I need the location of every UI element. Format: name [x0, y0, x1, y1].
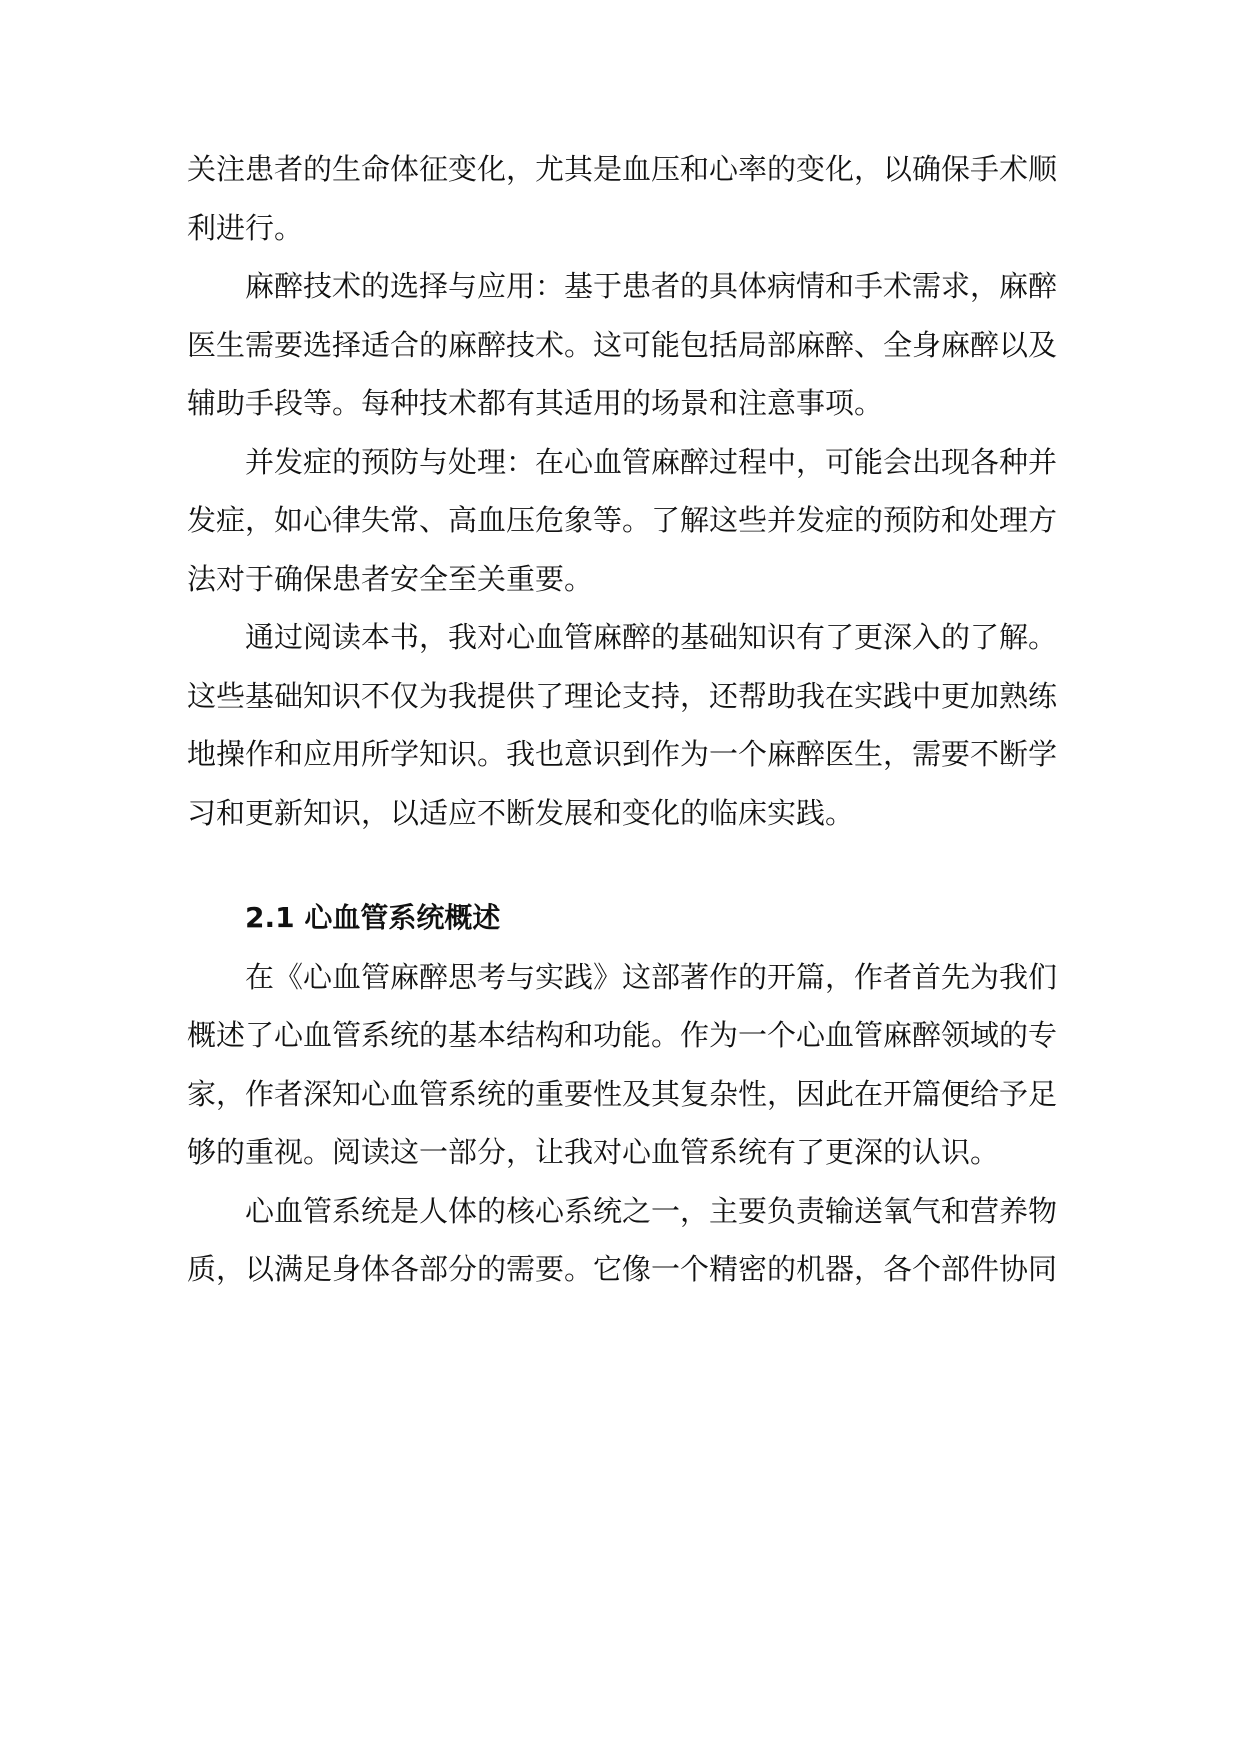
paragraph-cardiovascular-system: 心血管系统是人体的核心系统之一，主要负责输送氧气和营养物质，以满足身体各部分的需要。它像一个精密的机器，各个部件协同 — [187, 1193, 1058, 1286]
section-spacer — [187, 842, 1057, 889]
paragraph-reading-reflection: 通过阅读本书，我对心血管麻醉的基础知识有了更深入的了解。这些基础知识不仅为我提供了理论支持，还帮助我在实践中更加熟练地操作和应用所学知识。我也意识到作为一个麻醉医生，需要不断学习和更新知识，以适应不断发展和变化的临床实践。 — [187, 620, 1058, 830]
paragraph-vital-signs: 关注患者的生命体征变化，尤其是血压和心率的变化，以确保手术顺利进行。 — [187, 152, 1058, 245]
paragraph-book-overview: 在《心血管麻醉思考与实践》这部著作的开篇，作者首先为我们概述了心血管系统的基本结构和功能。作为一个心血管麻醉领域的专家，作者深知心血管系统的重要性及其复杂性，因此在开篇便给予足够的重视。阅读这一部分，让我对心血管系统有了更深的认识。 — [187, 959, 1058, 1169]
paragraph-complications: 并发症的预防与处理：在心血管麻醉过程中，可能会出现各种并发症，如心律失常、高血压危象等。了解这些并发症的预防和处理方法对于确保患者安全至关重要。 — [187, 444, 1058, 596]
section-heading: 2.1 心血管系统概述 — [245, 901, 501, 934]
paragraph-anesthesia-techniques: 麻醉技术的选择与应用：基于患者的具体病情和手术需求，麻醉医生需要选择适合的麻醉技术。这可能包括局部麻醉、全身麻醉以及辅助手段等。每种技术都有其适用的场景和注意事项。 — [187, 269, 1058, 420]
document-body — [187, 140, 1057, 1299]
